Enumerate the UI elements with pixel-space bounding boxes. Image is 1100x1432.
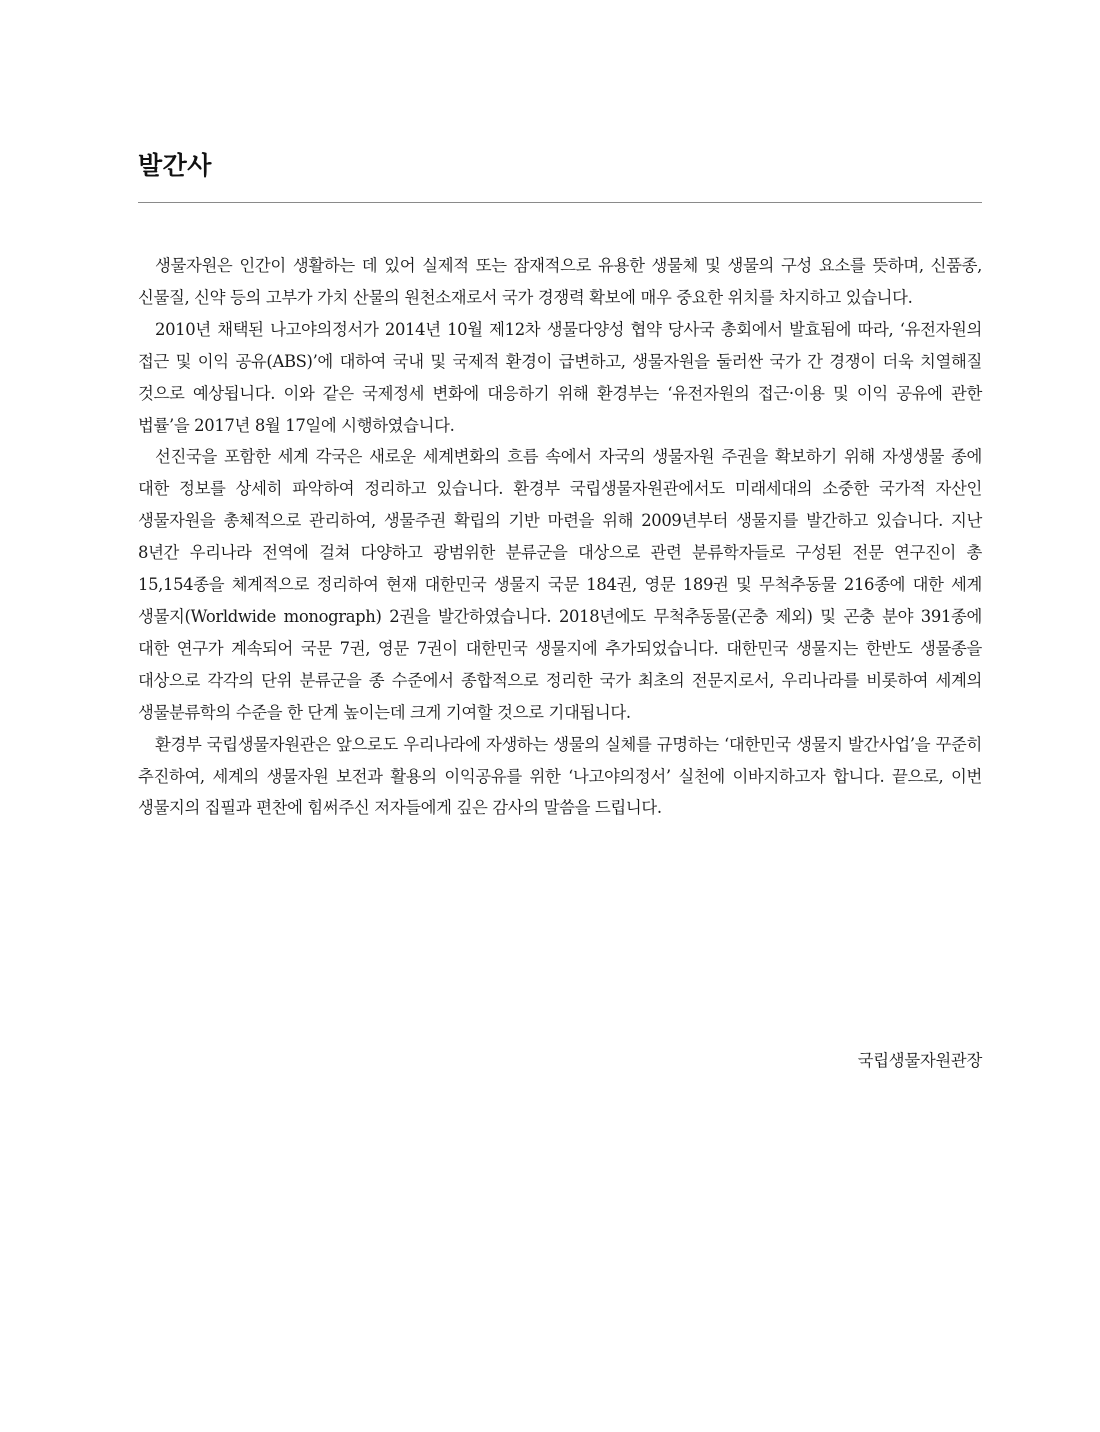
paragraph-4: 환경부 국립생물자원관은 앞으로도 우리나라에 자생하는 생물의 실체를 규명하는 ‘대한민국 생물지 발간사업’을 꾸준히 추진하여, 세계의 생물자원 보전과 활용의 이익공유를 위한 ‘나고야의정서’ 실천에 이바지하고자 합니다. 끝으로, 이번 생물지의 집필과 편찬에 힘써주신 저자들에게 깊은 감사의 말씀을 드립니다. <box>138 734 982 818</box>
paragraph-2: 2010년 채택된 나고야의정서가 2014년 10월 제12차 생물다양성 협약 당사국 총회에서 발효됨에 따라, ‘유전자원의 접근 및 이익 공유(ABS)’에 대하여 국내 및 국제적 환경이 급변하고, 생물자원을 둘러싼 국가 간 경쟁이 더욱 치열해질 것으로 예상됩니다. 이와 같은 국제정세 변화에 대응하기 위해 환경부는 ‘유전자원의 접근·이용 및 이익 공유에 관한 법률’을 2017년 8월 17일에 시행하였습니다. <box>138 319 982 435</box>
paragraph-1: 생물자원은 인간이 생활하는 데 있어 실제적 또는 잠재적으로 유용한 생물체 및 생물의 구성 요소를 뜻하며, 신품종, 신물질, 신약 등의 고부가 가치 산물의 원천소재로서 국가 경쟁력 확보에 매우 중요한 위치를 차지하고 있습니다. <box>138 256 982 307</box>
signature: 국립생물자원관장 <box>857 1051 982 1070</box>
document-body <box>138 250 982 824</box>
paragraph-3: 선진국을 포함한 세계 각국은 새로운 세계변화의 흐름 속에서 자국의 생물자원 주권을 확보하기 위해 자생생물 종에 대한 정보를 상세히 파악하여 정리하고 있습니다. 환경부 국립생물자원관에서도 미래세대의 소중한 국가적 자산인 생물자원을 총체적으로 관리하여, 생물주권 확립의 기반 마련을 위해 2009년부터 생물지를 발간하고 있습니다. 지난 8년간 우리나라 전역에 걸쳐 다양하고 광범위한 분류군을 대상으로 관련 분류학자들로 구성된 전문 연구진이 총 15,154종을 체계적으로 정리하여 현재 대한민국 생물지 국문 184권, 영문 189권 및 무척추동물 216종에 대한 세계 생물지(Worldwide monograph) 2권을 발간하였습니다. 2018년에도 무척추동물(곤충 제외) 및 곤충 분야 391종에 대한 연구가 계속되어 국문 7권, 영문 7권이 대한민국 생물지에 추가되었습니다. 대한민국 생물지는 한반도 생물종을 대상으로 각각의 단위 분류군을 종 수준에서 종합적으로 정리한 국가 최초의 전문지로서, 우리나라를 비롯하여 세계의 생물분류학의 수준을 한 단계 높이는데 크게 기여할 것으로 기대됩니다. <box>138 447 982 722</box>
document-page <box>138 0 982 1432</box>
page-title: 발간사 <box>138 151 212 180</box>
title-divider <box>138 202 982 203</box>
